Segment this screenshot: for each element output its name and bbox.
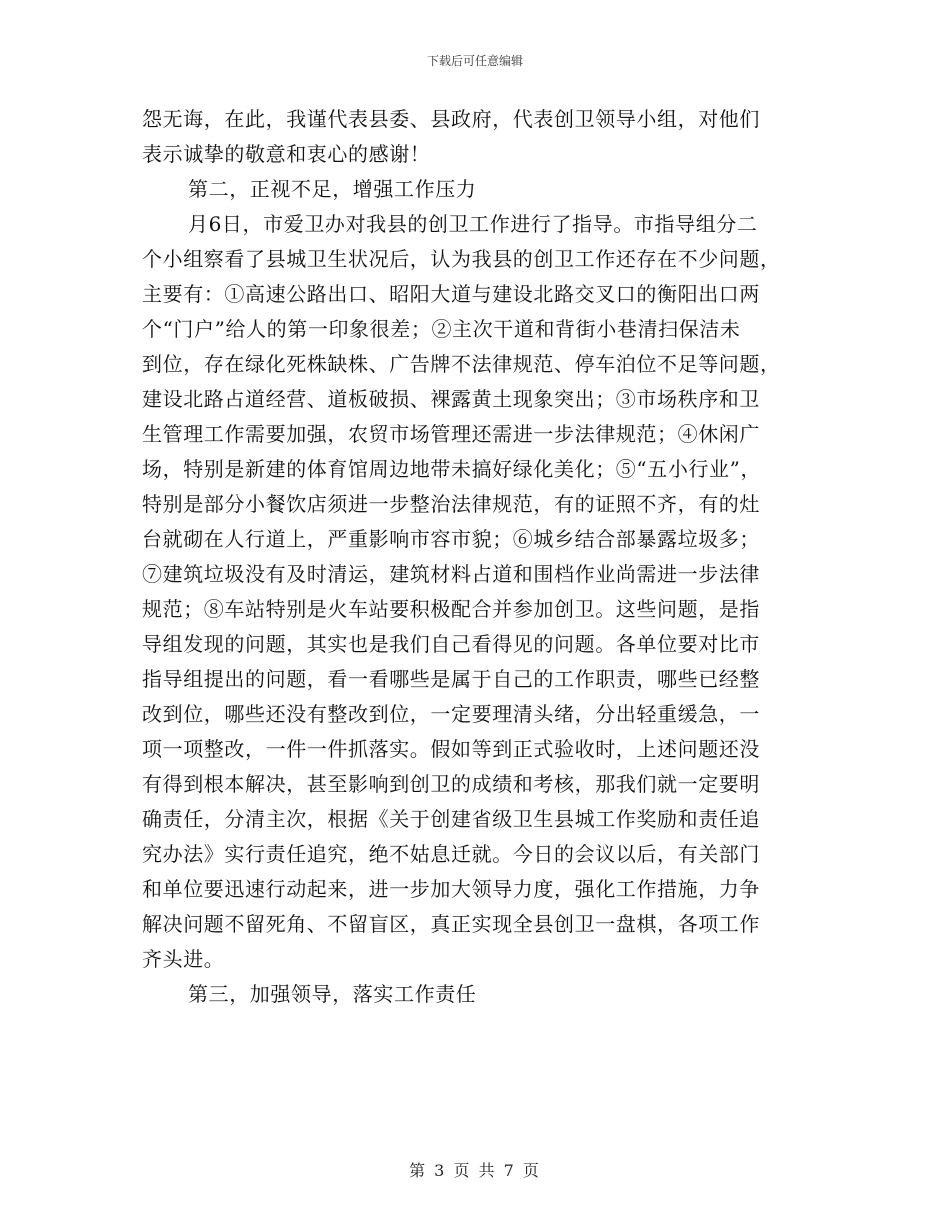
text-line: 规范；⑧车站特别是火车站要积极配合并参加创卫。这些问题，是指 (142, 597, 760, 621)
text-line: 个“门户”给人的第一印象很差；②主次干道和背街小巷清扫保洁未 (142, 317, 741, 341)
text-line: ⑦建筑垃圾没有及时清运，建筑材料占道和围档作业尚需进一步法律 (142, 562, 760, 586)
text-line: 到位，存在绿化死株缺株、广告牌不法律规范、停车泊位不足等问题， (142, 352, 781, 376)
text-line: 指导组提出的问题，看一看哪些是属于自己的工作职责，哪些已经整 (142, 667, 760, 691)
text-line: 场，特别是新建的体育馆周边地带未搞好绿化美化；⑤“五小行业”， (142, 457, 762, 481)
text-line: 主要有：①高速公路出口、昭阳大道与建设北路交叉口的衡阳出口两 (142, 282, 760, 306)
text-line: 月6日，市爱卫办对我县的创卫工作进行了指导。市指导组分二 (188, 212, 758, 236)
text-line: 齐头进。 (142, 947, 225, 971)
text-line: 台就砌在人行道上，严重影响市容市貌；⑥城乡结合部暴露垃圾多； (142, 527, 760, 551)
text-line: 怨无诲，在此，我谨代表县委、县政府，代表创卫领导小组，对他们 (142, 107, 760, 131)
text-line: 导组发现的问题，其实也是我们自己看得见的问题。各单位要对比市 (142, 632, 760, 656)
text-line: 改到位，哪些还没有整改到位，一定要理清头绪，分出轻重缓急，一 (142, 702, 760, 726)
text-line: 确责任，分清主次，根据《关于创建省级卫生县城工作奖励和责任追 (142, 807, 760, 831)
text-line: 有得到根本解决，甚至影响到创卫的成绩和考核，那我们就一定要明 (142, 772, 760, 796)
document-body (142, 102, 822, 1012)
text-line: 特别是部分小餐饮店须进一步整治法律规范，有的证照不齐，有的灶 (142, 492, 760, 516)
page-header: 下载后可任意编辑 (426, 54, 523, 68)
text-line: 建设北路占道经营、道板破损、裸露黄土现象突出；③市场秩序和卫 (142, 387, 760, 411)
page-number-footer: 第 3 页 共 7 页 (409, 1161, 541, 1180)
text-line: 个小组察看了县城卫生状况后，认为我县的创卫工作还存在不少问题， (142, 247, 781, 271)
text-line: 和单位要迅速行动起来，进一步加大领导力度，强化工作措施，力争 (142, 877, 760, 901)
section-heading: 第三，加强领导，落实工作责任 (188, 982, 477, 1006)
text-line: 究办法》实行责任追究，绝不姑息迁就。今日的会议以后，有关部门 (142, 842, 760, 866)
text-line: 生管理工作需要加强，农贸市场管理还需进一步法律规范；④休闲广 (142, 422, 760, 446)
text-line: 表示诚挚的敬意和衷心的感谢！ (142, 142, 431, 166)
section-heading: 第二，正视不足，增强工作压力 (188, 177, 477, 201)
text-line: 解决问题不留死角、不留盲区，真正实现全县创卫一盘棋，各项工作 (142, 912, 760, 936)
text-line: 项一项整改，一件一件抓落实。假如等到正式验收时，上述问题还没 (142, 737, 760, 761)
